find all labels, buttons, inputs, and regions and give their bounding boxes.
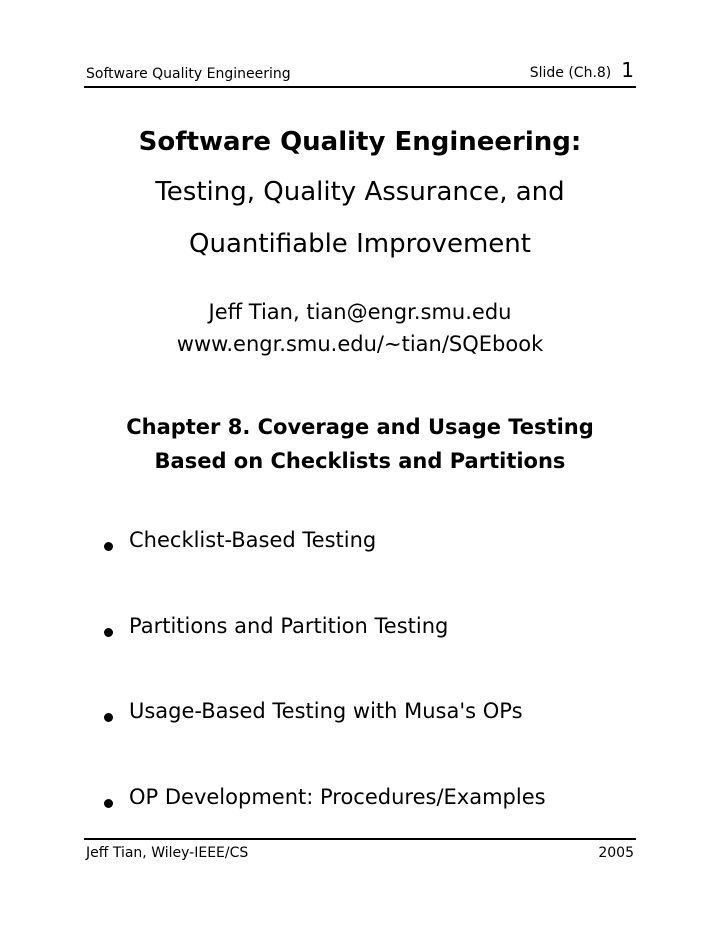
- list-item: [104, 614, 546, 700]
- author-block: [0, 296, 720, 360]
- header-course-title: Software Quality Engineering: [86, 66, 291, 82]
- list-item: [104, 528, 546, 614]
- header-slide-info: [530, 58, 634, 82]
- chapter-line-1: Chapter 8. Coverage and Usage Testing: [126, 415, 594, 439]
- footer-year: 2005: [598, 845, 634, 861]
- list-item-text: Checklist-Based Testing: [129, 528, 377, 552]
- author-name-email: Jeff Tian, tian@engr.smu.edu: [208, 300, 512, 324]
- header-slide-number: 1: [621, 58, 634, 82]
- bullet-icon: [104, 713, 113, 722]
- title-line-3: Quantifiable Improvement: [189, 229, 531, 259]
- bullet-icon: [104, 542, 113, 551]
- title-line-2: Testing, Quality Assurance, and: [155, 177, 565, 207]
- title-block: [0, 118, 720, 270]
- bullet-icon: [104, 799, 113, 808]
- list-item-text: OP Development: Procedures/Examples: [129, 784, 546, 809]
- header-slide-label: Slide (Ch.8): [529, 65, 612, 81]
- chapter-heading: [0, 410, 720, 478]
- topic-list: [104, 528, 546, 870]
- list-item-text: Usage-Based Testing with Musa's OPs: [129, 699, 523, 723]
- footer-author: Jeff Tian, Wiley-IEEE/CS: [86, 845, 249, 861]
- bullet-icon: [104, 628, 113, 637]
- slide-footer: [84, 838, 636, 868]
- author-url: www.engr.smu.edu/∼tian/SQEbook: [176, 332, 544, 356]
- list-item-text: Partitions and Partition Testing: [129, 613, 449, 638]
- list-item: [104, 699, 546, 785]
- title-main: Software Quality Engineering:: [138, 127, 582, 157]
- slide-header: [84, 58, 636, 88]
- chapter-line-2: Based on Checklists and Partitions: [154, 449, 566, 473]
